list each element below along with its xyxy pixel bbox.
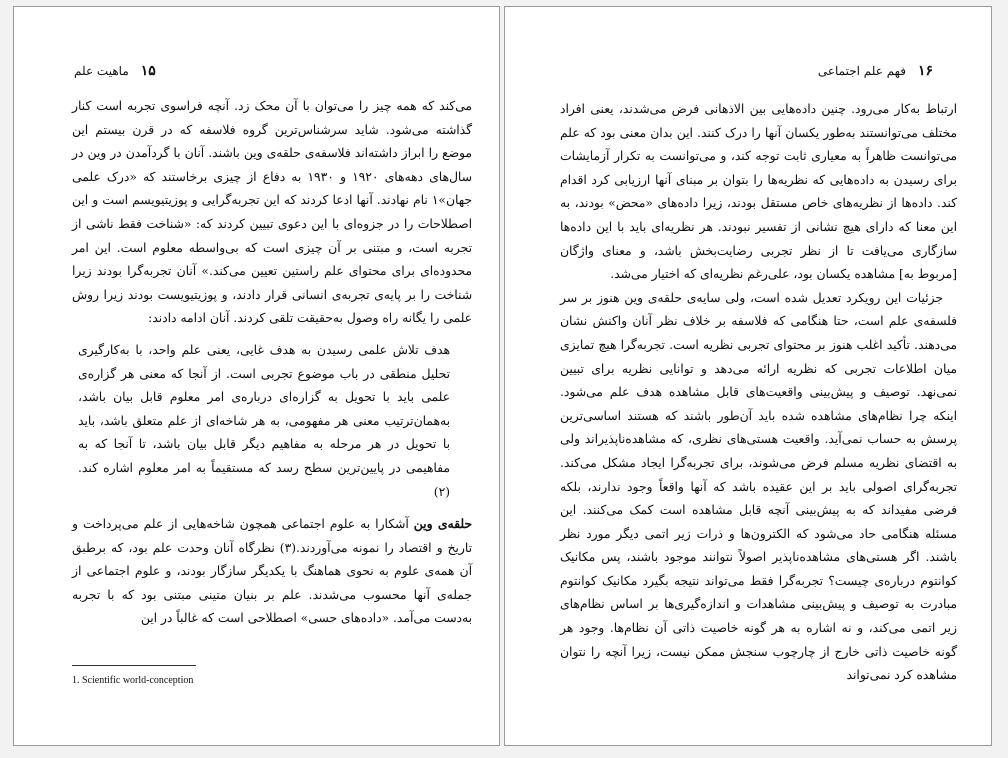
running-title: فهم علم اجتماعی — [817, 64, 906, 78]
page-header — [818, 63, 933, 83]
page-number: ۱۶ — [917, 63, 933, 79]
left-page — [13, 6, 500, 746]
footnote: 1. Scientific world-conception — [72, 675, 194, 686]
page-number: ۱۵ — [140, 63, 156, 79]
paragraph: ارتباط به‌کار می‌رود. چنین داده‌هایی بین الاذهانی فرض می‌شدند، یعنی افراد مختلف می‌توانستند به‌طور یکسان آنها را درک کنند. این بدان معنی بود که علم می‌توانست ظاهراً به معیاری ثابت توجه کند، و می‌توانست به تکرار آزمایشات برای رسیدن به داده‌هایی که نظریه‌ها را بتوان بر مبنای آنها ارزیابی کرد اقدام کند. داده‌ها از نظریه‌های خاص مستقل بودند، زیرا داده‌های «محض» بودند، به این معنا که دارای هیچ نشانی از تفسیر نبودند. هر نظریه‌ای باید با این داده‌ها سازگاری می‌یافت تا از نظر تجربی رضایت‌بخش باشد، و معنای واژگان [مربوط به] مشاهده یکسان بود، علی‌رغم نظریه‌ای که اختیار می‌شد. — [560, 102, 957, 282]
paragraph: می‌کند که همه چیز را می‌توان با آن محک زد. آنچه فراسوی تجربه است کنار گذاشته می‌شود. شاید سرشناس‌ترین گروه فلاسفه که در قرن بیستم این موضع را ابراز داشته‌اند فلاسفه‌ی حلقه‌ی وین باشند. آنان با گردآمدن در وین در سال‌های دهه‌های ۱۹۲۰ و ۱۹۳۰ به دفاع از چیزی برخاستند که «درک علمی جهان»۱ نام نهادند. آنها ادعا کردند که این تجربه‌گرایی و پوزیتیویسم است و این اصطلاحات را در جزوه‌ای با این دعوی تبیین کردند که: «شناخت فقط ناشی از تجربه است، و مبتنی بر آن چیزی است که بی‌واسطه معلوم است. این امر محدوده‌ای برای محتوای علم راستین تعیین می‌کند.» آنان تجربه‌گرا بودند زیرا شناخت را بر پایه‌ی تجربه‌ی انسانی قرار دادند، و پوزیتیویست بودند زیرا روش علمی را یگانه راه وصول به‌حقیقت تلقی کردند. آنان ادامه دادند: — [72, 99, 472, 326]
page-header — [74, 63, 156, 83]
paragraph: جزئیات این رویکرد تعدیل شده است، ولی سایه‌ی حلقه‌ی وین هنوز بر سر فلسفه‌ی علم است، حتا هنگامی که فلاسفه بر خلاف نظر آنان واکنش نشان می‌دهند. تأکید اغلب هنوز بر محتوای تجربی نظریه است. تجربه‌گرا هیچ تمایزی میان اطلاعات تجربی که نظریه ارائه می‌دهد و توانایی نظریه برای تبیین نمی‌نهد. توصیف و پیش‌بینی واقعیت‌های قابل مشاهده هدف علم می‌شود. اینکه چرا نظام‌های مشاهده شده باید آن‌طور باشند که هستند اساسی‌ترین پرسش به حساب نمی‌آید. واقعیت هستی‌های نظری، که مشاهده‌ناپذیراند ولی به اقتضای نظریه مسلم فرض می‌شوند، برای تجربه‌گرا ایجاد مشکل می‌کند. تجربه‌گرای اصولی باید بر این عقیده باشد که آنها واقعاً وجود ندارند، بلکه فرضی مفیداند که به پیش‌بینی آنچه قابل مشاهده است کمک می‌کنند. این مسئله هنگامی حاد می‌شود که الکترون‌ها و ذرات زیر اتمی دیگر مورد نظر باشند. اگر هستی‌های مشاهده‌ناپذیر اصولاً نتوانند موجود باشند، پس مکانیک کوانتوم درباره‌ی چیست؟ تجربه‌گرا فقط می‌تواند نتیجه بگیرد مکانیک کوانتوم مبادرت به توصیف و پیش‌بینی مشاهدات و اندازه‌گیری‌ها بر اساس نظام‌های زیر اتمی می‌کند، و نه اشاره به هر گونه خاصیت ذاتی آن نظام‌ها. وجود هر گونه خاصیت ذاتی خارج از چارچوب سنجش ممکن نیست، زیرا آنچه را نتوان مشاهده کرد نمی‌تواند — [560, 290, 957, 683]
bold-term: حلقه‌ی وین — [413, 516, 472, 532]
running-title: ماهیت علم — [74, 64, 129, 78]
page-body — [72, 95, 472, 631]
paragraph — [72, 512, 472, 631]
paragraph-text: آشکارا به علوم اجتماعی همچون شاخه‌هایی از علم می‌پرداخت و تاریخ و اقتصاد را نمونه می‌آوردند.(۳) نظرگاه آنان وحدت علم بود، که برطبق آن همه‌ی علوم به نحوی هماهنگ با یکدیگر سازگار بودند، و علوم اجتماعی از جمله‌ی آنها محسوب می‌شدند. علم بر بنیان متینی مبتنی بود که با تجربه به‌دست می‌آمد. «داده‌های حسی» اصطلاحی است که غالباً در این — [72, 517, 472, 626]
block-quote: هدف تلاش علمی رسیدن به هدف غایی، یعنی علم واحد، با به‌کارگیری تحلیل منطقی در باب موضوع تجربی است. از آنجا که معنی هر گزاره‌ی علمی باید با تحویل به گزاره‌ای درباره‌ی امر معلوم قابل بیان باشد، به‌همان‌ترتیب معنی هر مفهومی، به هر شاخه‌ای از علم متعلق باشد، باید با تحویل در هر مرحله به مفاهیم دیگر قابل بیان باشد، تا آنجا که به مفاهیمی در پایین‌ترین سطح رسد که مستقیماً به امر معلوم اشاره کند.(۲) — [78, 342, 450, 499]
page-body — [560, 98, 957, 688]
right-page — [504, 6, 992, 746]
footnote-divider — [72, 665, 196, 666]
